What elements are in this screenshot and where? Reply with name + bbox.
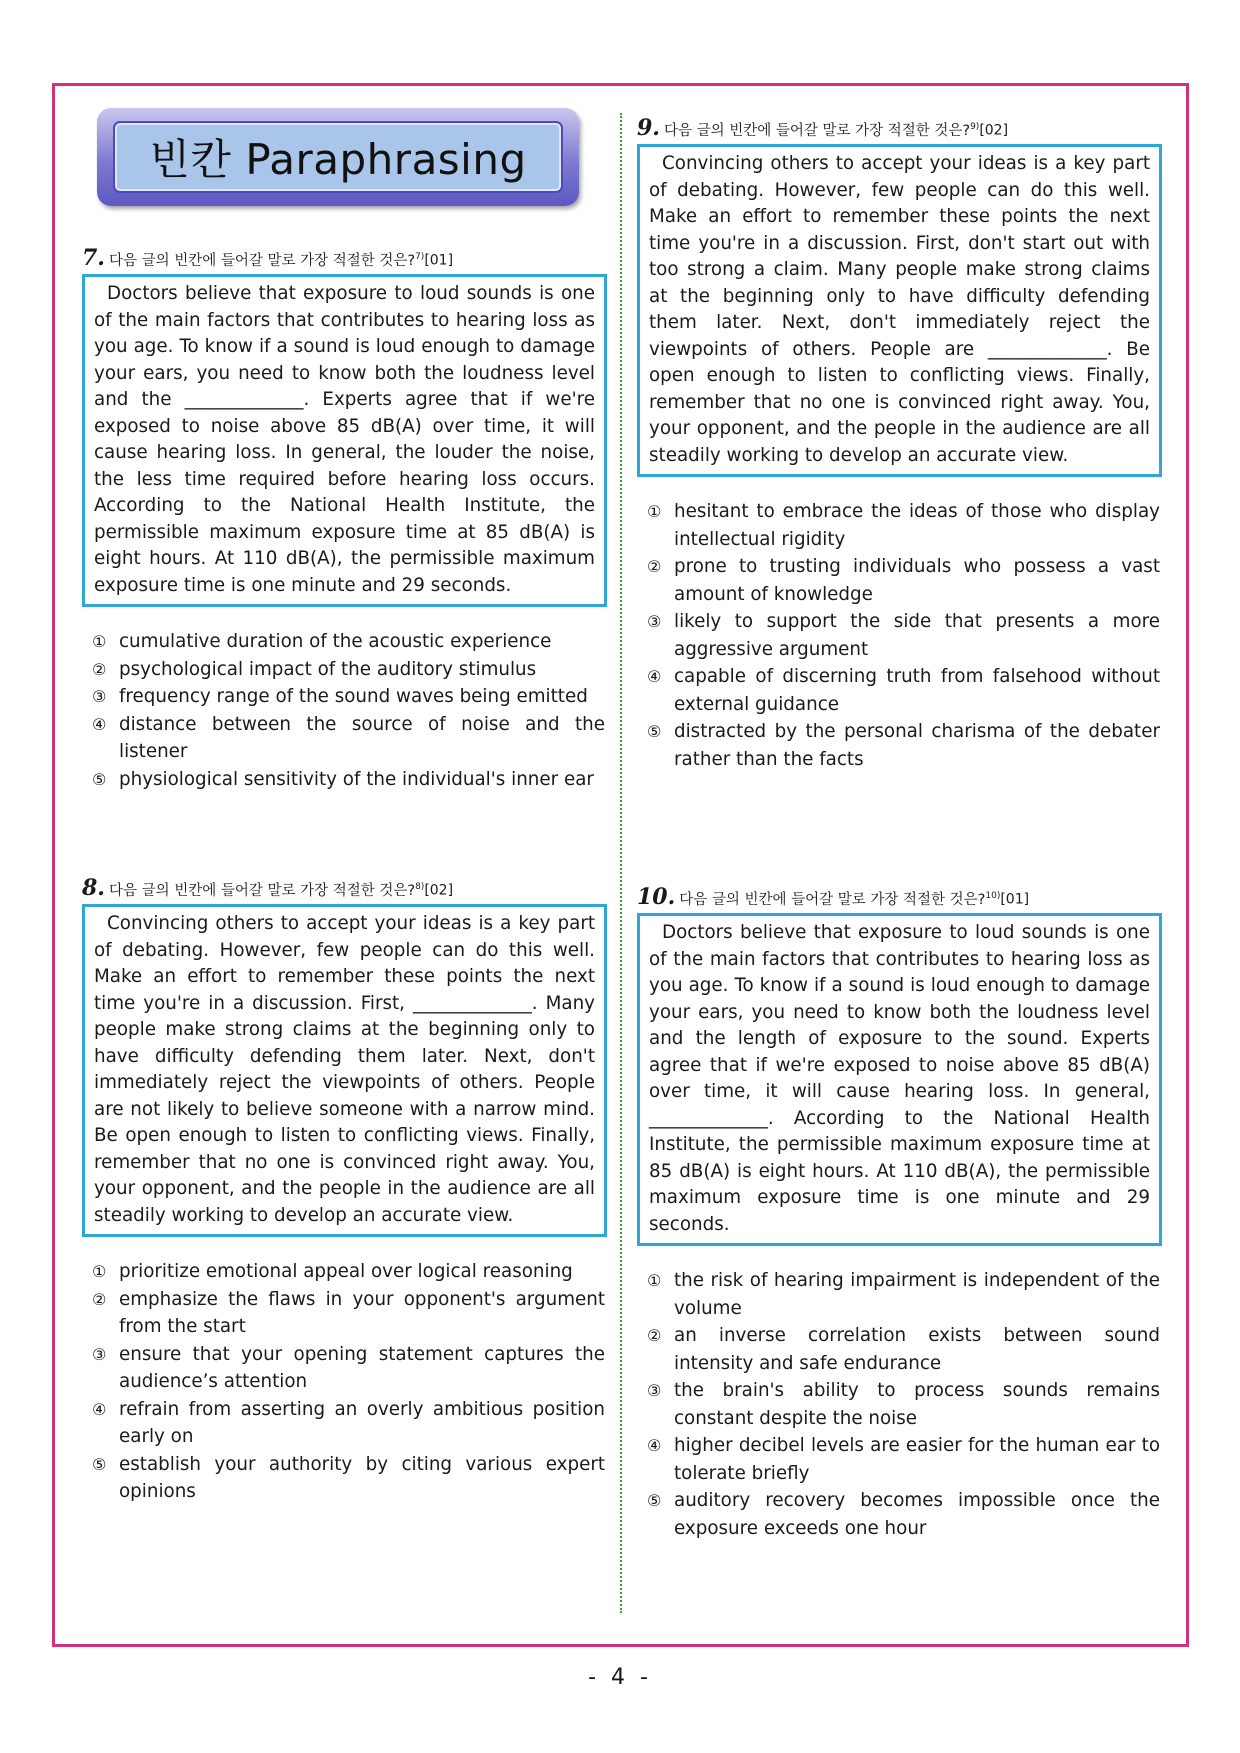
- question-7: [82, 245, 607, 793]
- passage-text: Doctors believe that exposure to loud sounds is one of the main factors that contributes to hearing loss as you age. To know if a sound is loud enough to damage your ears, you need to know both the loudness level and the _____________. Experts agree that if we're exposed to noise above 85 dB(A) over time, it will cause hearing loss. In general, the louder the noise, the less time required before hearing loss occurs. According to the National Health Institute, the permissible maximum exposure time at 85 dB(A) is eight hours. At 110 dB(A), the permissible maximum exposure time is one minute and 29 seconds.: [94, 283, 595, 596]
- question-prompt: 다음 글의 빈칸에 들어갈 말로 가장 적절한 것은?: [679, 892, 986, 908]
- passage-text: Doctors believe that exposure to loud sounds is one of the main factors that contributes to hearing loss as you age. To know if a sound is loud enough to damage your ears, you need to know both the loudness level and the length of exposure to the sound. Experts agree that if we're exposed to noise above 85 dB(A) over time, it will cause hearing loss. In general, _____________. According to the National Health Institute, the permissible maximum exposure time at 85 dB(A) is eight hours. At 110 dB(A), the permissible maximum exposure time is one minute and 29 seconds.: [649, 922, 1150, 1235]
- answer-choices: [637, 498, 1162, 773]
- question-prompt: 다음 글의 빈칸에 들어갈 말로 가장 적절한 것은?: [108, 253, 416, 269]
- question-code: $^{8)}$[02]: [415, 882, 454, 899]
- choice-3[interactable]: ③ likely to support the side that presents a more aggressive argument: [647, 611, 1160, 660]
- question-header: [637, 115, 1162, 141]
- question-code: $^{7)}$[01]: [415, 252, 454, 269]
- passage-box: [82, 274, 607, 607]
- choice-5[interactable]: ⑤ physiological sensitivity of the individual's inner ear: [92, 768, 594, 790]
- passage-box: [637, 913, 1162, 1246]
- choice-4[interactable]: ④ refrain from asserting an overly ambitious position early on: [92, 1398, 605, 1447]
- section-title: 빈칸 Paraphrasing: [149, 135, 527, 184]
- choice-1[interactable]: ① the risk of hearing impairment is independent of the volume: [647, 1270, 1160, 1319]
- choice-5[interactable]: ⑤ distracted by the personal charisma of the debater rather than the facts: [647, 721, 1160, 770]
- passage-text: Convincing others to accept your ideas is a key part of debating. However, few people can do this well. Make an effort to remember these points the next time you're in a discussion. First, don't start out with too strong a claim. Many people make strong claims at the beginning only to have difficulty defending them later. Next, don't immediately reject the viewpoints of others. People are _____________. Be open enough to listen to conflicting views. Finally, remember that no one is convinced right away. You, your opponent, and the people in the audience are all steadily working to develop an accurate view.: [649, 153, 1150, 466]
- passage-box: [637, 144, 1162, 477]
- column-divider: [620, 113, 622, 1613]
- passage-box: [82, 904, 607, 1237]
- choice-1[interactable]: ① prioritize emotional appeal over logical reasoning: [92, 1261, 573, 1282]
- question-number: 8.: [82, 875, 105, 901]
- choice-1[interactable]: ① hesitant to embrace the ideas of those who display intellectual rigidity: [647, 501, 1160, 550]
- question-number: 7.: [82, 245, 105, 271]
- choice-3[interactable]: ③ ensure that your opening statement captures the audience’s attention: [92, 1343, 605, 1392]
- answer-choices: [637, 1267, 1162, 1542]
- choice-2[interactable]: ② an inverse correlation exists between sound intensity and safe endurance: [647, 1325, 1160, 1374]
- choice-5[interactable]: ⑤ auditory recovery becomes impossible once the exposure exceeds one hour: [647, 1490, 1160, 1539]
- choice-5[interactable]: ⑤ establish your authority by citing various expert opinions: [92, 1453, 605, 1502]
- question-header: [82, 245, 607, 271]
- question-header: [82, 875, 607, 901]
- passage-text: Convincing others to accept your ideas is a key part of debating. However, few people can do this well. Make an effort to remember these points the next time you're in a discussion. First, _____________. Many people make strong claims at the beginning only to have difficulty defending them later. Next, don't immediately reject the viewpoints of others. People are not likely to believe someone with a narrow mind. Be open enough to listen to conflicting views. Finally, remember that no one is convinced right away. You, your opponent, and the people in the audience are all steadily working to develop an accurate view.: [94, 913, 595, 1226]
- question-9: [637, 115, 1162, 773]
- question-8: [82, 875, 607, 1506]
- question-number: 10.: [637, 884, 676, 910]
- question-code: $^{10)}$[01]: [985, 891, 1030, 908]
- section-title-banner: [97, 108, 579, 206]
- question-prompt: 다음 글의 빈칸에 들어갈 말로 가장 적절한 것은?: [663, 123, 971, 139]
- question-number: 9.: [637, 115, 660, 141]
- choice-4[interactable]: ④ distance between the source of noise and the listener: [92, 713, 605, 762]
- choice-4[interactable]: ④ capable of discerning truth from falsehood without external guidance: [647, 666, 1160, 715]
- choice-3[interactable]: ③ frequency range of the sound waves being emitted: [92, 686, 588, 707]
- question-code: $^{9)}$[02]: [970, 122, 1009, 139]
- page-number: - 4 -: [588, 1665, 652, 1690]
- answer-choices: [82, 1258, 607, 1506]
- choice-4[interactable]: ④ higher decibel levels are easier for the human ear to tolerate briefly: [647, 1435, 1160, 1484]
- choice-3[interactable]: ③ the brain's ability to process sounds remains constant despite the noise: [647, 1380, 1160, 1429]
- question-header: [637, 884, 1162, 910]
- choice-2[interactable]: ② prone to trusting individuals who possess a vast amount of knowledge: [647, 556, 1160, 605]
- question-prompt: 다음 글의 빈칸에 들어갈 말로 가장 적절한 것은?: [108, 883, 416, 899]
- section-title-box: [113, 121, 563, 193]
- question-10: [637, 884, 1162, 1542]
- choice-2[interactable]: ② psychological impact of the auditory stimulus: [92, 658, 537, 680]
- choice-2[interactable]: ② emphasize the flaws in your opponent's argument from the start: [92, 1288, 605, 1337]
- answer-choices: [82, 628, 607, 793]
- choice-1[interactable]: ① cumulative duration of the acoustic experience: [92, 631, 552, 652]
